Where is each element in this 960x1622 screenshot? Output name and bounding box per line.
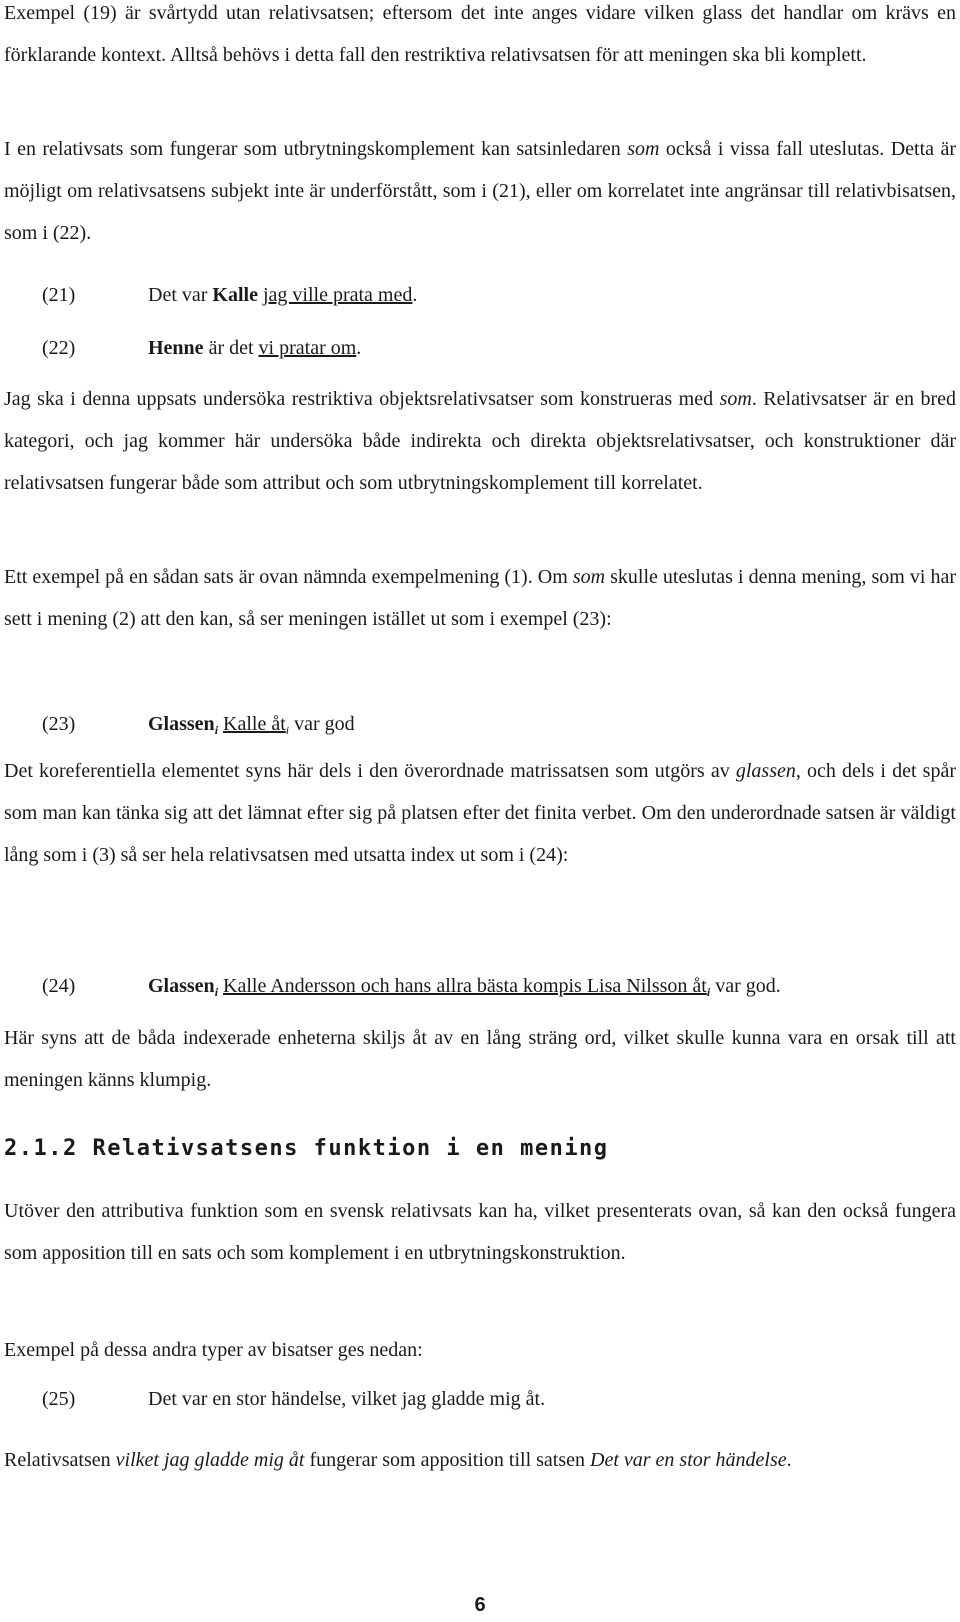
example-21	[42, 280, 942, 310]
paragraph-4	[4, 556, 956, 640]
paragraph-3-italic: som	[719, 388, 752, 410]
paragraph-9-text-b: fungerar som apposition till satsen	[304, 1449, 591, 1471]
example-23-underlined-text: Kalle åt	[223, 713, 286, 735]
example-23-index-1: i	[214, 723, 219, 737]
example-24-index-2: i	[706, 985, 711, 999]
paragraph-3-text-b: . Relativsatser är en bred kategori, och jag kommer här undersöka både indirekta och direkta objektsrelativsatser, och konstruktioner där relativsatsen fungerar både som attribut och som utbrytningskomplement till korrelatet.	[4, 388, 956, 494]
example-21-number: (21)	[42, 284, 76, 306]
paragraph-7	[4, 1190, 956, 1274]
paragraph-6-text: Här syns att de båda indexerade enheterna skiljs åt av en lång sträng ord, vilket skulle kunna vara en orsak till att meningen känns klumpig.	[4, 1027, 956, 1091]
paragraph-8	[4, 1329, 956, 1371]
paragraph-9-end: .	[786, 1449, 792, 1471]
example-25-text: Det var en stor händelse, vilket jag gladde mig åt.	[148, 1388, 546, 1410]
example-21-bold: Kalle	[212, 284, 258, 306]
paragraph-8-text: Exempel på dessa andra typer av bisatser ges nedan:	[4, 1339, 423, 1361]
paragraph-9	[4, 1439, 956, 1481]
example-21-pre: Det var	[148, 284, 213, 306]
paragraph-9-italic-b: Det var en stor händelse	[590, 1449, 787, 1471]
paragraph-5-text-a: Det koreferentiella elementet syns här dels i den överordnade matrissatsen som utgörs av	[4, 760, 736, 782]
paragraph-4-italic: som	[572, 566, 606, 588]
paragraph-9-text-a: Relativsatsen	[4, 1449, 116, 1471]
example-24-end: var god.	[710, 975, 781, 997]
paragraph-2-text-a: I en relativsats som fungerar som utbrytningskomplement kan satsinledaren	[4, 138, 628, 160]
example-23-index-2: i	[285, 723, 290, 737]
paragraph-2	[4, 128, 956, 254]
example-22-underlined: vi pratar om	[258, 337, 357, 359]
example-22-bold: Henne	[148, 337, 204, 359]
paragraph-5-italic: glassen	[735, 760, 796, 782]
paragraph-3	[4, 378, 956, 504]
example-23-number: (23)	[42, 713, 76, 735]
example-23	[42, 709, 942, 745]
paragraph-3-text-a: Jag ska i denna uppsats undersöka restriktiva objektsrelativsatser som konstrueras med	[4, 388, 720, 410]
example-24-index-1: i	[214, 985, 219, 999]
example-24-underlined: Kalle Andersson och hans allra bästa kompis Lisa Nilsson åt	[223, 975, 707, 997]
example-24	[42, 971, 942, 1007]
example-23-bold: Glassen	[148, 713, 215, 735]
example-23-underlined	[223, 713, 289, 735]
paragraph-4-text-b: skulle uteslutas i denna mening, som vi har sett i mening (2) att den kan, så ser meningen istället ut som i exempel (23):	[4, 566, 956, 630]
example-22-end: .	[356, 337, 362, 359]
example-22	[42, 333, 942, 363]
example-24-number: (24)	[42, 975, 76, 997]
paragraph-2-italic: som	[627, 138, 660, 160]
page-number: 6	[474, 1594, 486, 1616]
paragraph-5	[4, 750, 956, 876]
example-24-bold: Glassen	[148, 975, 215, 997]
example-25-number: (25)	[42, 1388, 76, 1410]
example-25	[42, 1384, 942, 1414]
example-23-end: var god	[289, 713, 355, 735]
paragraph-2-text-b: också i vissa fall uteslutas. Detta är möjligt om relativsatsens subjekt inte är underförstått, som i (21), eller om korrelatet inte angränsar till relativbisatsen, som i (22).	[4, 138, 956, 244]
paragraph-4-text-a: Ett exempel på en sådan sats är ovan nämnda exempelmening (1). Om	[4, 566, 573, 588]
example-22-number: (22)	[42, 337, 76, 359]
section-heading: 2.1.2 Relativsatsens funktion i en mening	[4, 1136, 609, 1161]
paragraph-9-italic-a: vilket jag gladde mig åt	[115, 1449, 305, 1471]
paragraph-1	[4, 0, 956, 76]
example-21-underlined: jag ville prata med	[262, 284, 413, 306]
paragraph-6	[4, 1017, 956, 1101]
example-21-end: .	[412, 284, 418, 306]
paragraph-5-text-b: , och dels i det spår som man kan tänka sig att det lämnat efter sig på platsen efter det finita verbet. Om den underordnade satsen är väldigt lång som i (3) så ser hela relativsatsen med utsatta index ut som i (24):	[4, 760, 956, 866]
paragraph-7-text: Utöver den attributiva funktion som en svensk relativsats kan ha, vilket presenterats ovan, så kan den också fungera som apposition till en sats och som komplement i en utbrytningskonstruktion.	[4, 1200, 956, 1264]
paragraph-1-text: Exempel (19) är svårtydd utan relativsatsen; eftersom det inte anges vidare vilken glass det handlar om krävs en förklarande kontext. Alltså behövs i detta fall den restriktiva relativsatsen för att meningen ska bli komplett.	[4, 2, 956, 66]
example-22-mid: är det	[203, 337, 259, 359]
